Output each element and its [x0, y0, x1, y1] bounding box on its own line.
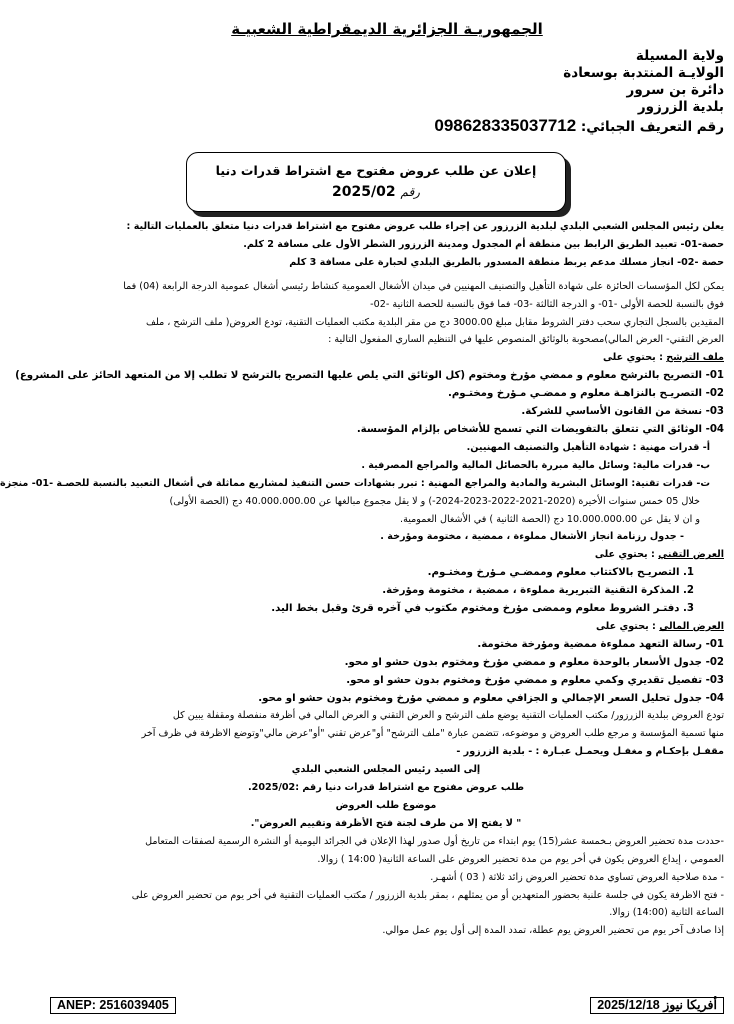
announcement-body: [0, 218, 724, 940]
deposit-line-2: منها تسمية المؤسسة و مرجع طلب العروض و موضوعه، تتضمن عبارة "ملف الترشح" أو"عرض تقني "أو"عرض مالي"وتوضع الاظرفة في ظرف آخر: [141, 728, 724, 740]
eligibility-line-1: يمكن لكل المؤسسات الحائزة على شهادة التأهيل والتصنيف المهنيين في ميدان الأشغال العمومية كنشاط رئيسي أشغال عمومية الدرجة الرابعة (04) فما: [123, 280, 724, 292]
capacity-c-line-1: ت- قدرات تقنية: الوسائل البشرية والمادية والمراجع المهنية : تبرر بشهادات حسن التنفيذ لمشاريع مماثلة في أشغال التعبيد بالنسبة للحصـة -01- منجزة: [0, 477, 710, 489]
candidacy-suffix: : يحتوي على: [602, 352, 663, 364]
duration-line-2: العمومي ، إيداع العروض يكون في أخر يوم من مدة تحضير العروض على الساعة الثانية( 14:00 ) زوالا.: [317, 853, 724, 865]
deposit-line-3: مقفـل بإحكـام و مغفـل ويحمـل عبـارة : - بلدية الزرزور -: [456, 746, 724, 758]
capacity-a: أ- قدرات مهنية : شهادة التأهيل والتصنيف المهنيين.: [466, 441, 710, 453]
capacity-c-line-2: خلال 05 خمس سنوات الأخيرة (2020-2021-2022-2023-2024-) و لا يقل مجموع مبالغها عن 40.000.000.00 دج (الحصة الأولى): [169, 495, 700, 507]
deposit-line-1: تودع العروض ببلدية الزرزور/ مكتب العمليات التقنية يوضع ملف الترشح و العرض التقني و العرض المالي في أظرفة منفصلة ومقفلة يبين كل: [172, 710, 724, 722]
delegated-wilaya-line: الولايـة المنتدبة بوسعادة: [563, 65, 724, 81]
technical-item-2: 2. المذكرة التقنية التبريرية مملوءة ، ممضية ، مختومة ومؤرخة.: [382, 585, 694, 597]
envelope-line-1: إلى السيد رئيس المجلس الشعبي البلدي: [291, 764, 481, 776]
announcement-page: [0, 6, 726, 1018]
envelope-line-3: موضوع طلب العروض: [335, 800, 437, 811]
intro-text: يعلن رئيس المجلس الشعبي البلدي لبلدية الزرزور عن إجراء طلب عروض مفتوح مع اشتراط قدرات دنيا متعلق بالعمليات التالية :: [126, 221, 724, 232]
financial-offer-heading: [48, 618, 724, 636]
eligibility-line-4: العرض التقني- العرض المالي)مصحوبة بالوثائق المنصوص عليها في التنظيم الساري المفعول التالية :: [328, 334, 724, 346]
financial-offer-suffix: : يحتوي على: [595, 620, 656, 632]
duration-line-3: - مدة صلاحية العروض تساوي مدة تحضير العروض زائد ثلاثة ( 03 ) أشهـر.: [430, 871, 724, 883]
publication-name: أفريكا نيوز: [663, 998, 717, 1012]
envelope-line-2: طلب عروض مفتوح مع اشتراط قدرات دنيا رقم :2025/02.: [248, 782, 524, 794]
financial-item-1: 01- رسالة التعهد مملوءة ممضية ومؤرخة مختومة.: [477, 638, 724, 650]
footer: [48, 996, 726, 1014]
duration-line-1: -حددت مدة تحضير العروض بـخمسة عشر(15) يوم ابتداء من تاريخ أول صدور لهذا الإعلان في الجرائد اليومية أو النشرة الرسمية لصفقات المتعامل: [145, 835, 724, 847]
daira-line: دائرة بن سرور: [626, 82, 724, 98]
opening-line-3: إذا صادف آخر يوم من تحضير العروض يوم عطلة، تمدد المدة إلى أول يوم عمل موالي.: [382, 925, 724, 937]
technical-offer-heading: [48, 546, 724, 564]
financial-item-4: 04- جدول تحليل السعر الإجمالي و الجزافي معلوم و ممضي مؤرخ ومختوم بدون حشو او محو.: [258, 692, 724, 704]
commune-line: بلدية الزرزور: [637, 99, 724, 115]
tax-id-line: [434, 117, 724, 136]
candidacy-item-2: 02- التصريـح بالنزاهـة معلوم و ممضـي مـؤرخ ومختـوم.: [447, 388, 724, 400]
republic-heading: الجمهوريـة الجزائرية الديمقراطية الشعبيـة: [231, 20, 543, 38]
candidacy-title: ملف الترشح: [666, 352, 724, 364]
technical-item-3: 3. دفتـر الشروط معلوم وممضى مؤرخ ومختوم مكتوب في آخره قرئ وقبل بخط اليد.: [271, 603, 694, 615]
candidacy-item-4: 04- الوثائق التي تتعلق بالتفويضات التي تسمح للأشخاص بإلزام المؤسسة.: [356, 423, 724, 435]
opening-line-1: - فتح الاظرفة يكون في جلسة علنية بحضور المتعهدين أو من يمثلهم ، بمقر بلدية الزرزور / مكتب العمليات التقنية في أخر يوم من تحضير العروض على: [131, 889, 724, 901]
technical-item-1: 1. التصريـح بالاكتتاب معلوم وممضـي مـؤرخ ومختـوم.: [427, 567, 694, 579]
financial-item-3: 03- تفصيل تقديري وكمي معلوم و ممضي مؤرخ ومختوم بدون حشو او محو.: [346, 674, 724, 686]
lot-2: حصة -02- انجاز مسلك مدعم يربط منطقة المسدور بالطريق البلدي لحبارة على مسافة 3 كلم: [289, 256, 724, 268]
tax-id-label: رقم التعريف الجبائي:: [580, 119, 724, 135]
notice-title: إعلان عن طلب عروض مفتوح مع اشتراط قدرات دنيا: [215, 163, 537, 178]
technical-offer-suffix: : يحتوي على: [594, 549, 655, 561]
eligibility-line-3: المقيدين بالسجل التجاري سحب دفتر الشروط مقابل مبلغ 3000.00 دج من مقر البلدية مكتب العمليات التقنية، تودع العروض( ملف الترشح ، ملف: [145, 316, 724, 328]
candidacy-heading: [48, 349, 724, 367]
opening-line-2: الساعة الثانية (14:00) زوالا.: [609, 907, 724, 919]
notice-number-label: رقم: [400, 185, 420, 199]
capacity-b: ب- قدرات مالية: وسائل مالية مبررة بالحصائل المالية والمراجع المصرفية .: [361, 459, 710, 471]
financial-item-2: 02- جدول الأسعار بالوحدة معلوم و ممضي مؤرخ ومختوم بدون حشو او محو.: [344, 656, 724, 668]
lot-1: حصة-01- تعبيد الطريق الرابط بين منطقة أم المجدول ومدينة الزرزور الشطر الأول على مسافة 2 كلم.: [243, 238, 724, 250]
eligibility-line-2: فوق بالنسبة للحصة الأولى -01- و الدرجة الثالثة -03- فما فوق بالنسبة للحصة الثانية -02-: [370, 298, 724, 310]
notice-number-line: [187, 184, 565, 200]
technical-offer-title: العرض التقني: [658, 549, 724, 561]
financial-offer-title: العرض المالي: [659, 620, 724, 632]
anep-reference: ANEP: 2516039405: [50, 997, 176, 1014]
candidacy-item-1: 01- التصريح بالترشح معلوم و ممضي مؤرخ ومختوم (كل الوثائق التي يلص عليها التصريح بالترشح لا تطلب إلا من المتعهد الحائز على المشروع): [15, 370, 724, 382]
notice-number: 2025/02: [332, 184, 396, 200]
candidacy-item-3: 03- نسخة من القانون الأساسي للشركة.: [521, 406, 724, 418]
envelope-line-4: " لا يفتح إلا من طرف لجنة فتح الأظرفة وتقييم العروض".: [250, 817, 522, 829]
publication-tag: [590, 997, 724, 1014]
capacity-c-line-3: و ان لا يقل عن 10.000.000.00 دج (الحصة الثانية ) في الأشغال العمومية.: [400, 513, 700, 525]
tax-id-number: 098628335037712: [434, 116, 577, 135]
publication-date: 2025/12/18: [597, 998, 660, 1012]
wilaya-line: ولاية المسيلة: [635, 48, 724, 64]
capacity-c-line-4: - جدول رزنامة انجاز الأشغال مملوءة ، ممضية ، مختومة ومؤرخة .: [380, 531, 684, 543]
notice-title-box: [186, 152, 566, 212]
